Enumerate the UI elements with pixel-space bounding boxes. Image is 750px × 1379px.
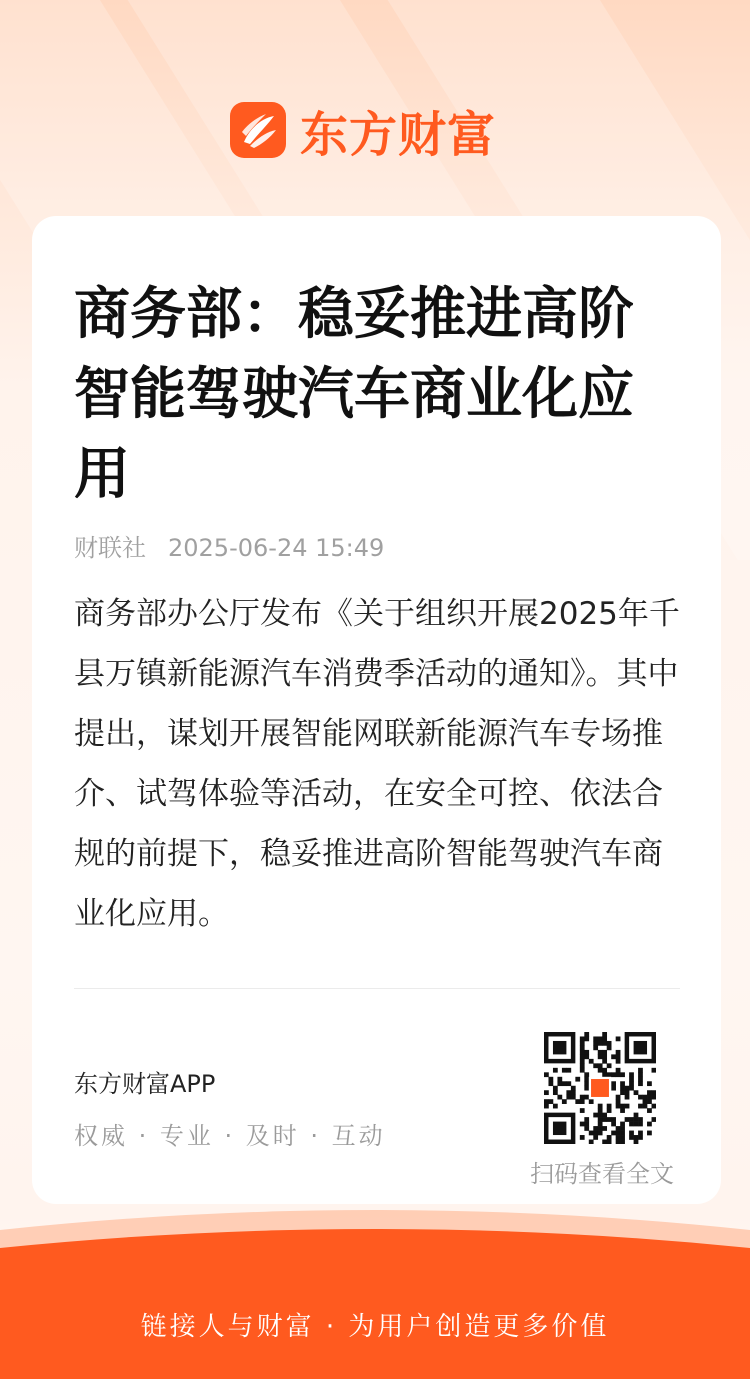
article-body: 商务部办公厅发布《关于组织开展2025年千县万镇新能源汽车消费季活动的通知》。其中提出，谋划开展智能网联新能源汽车专场推介、试驾体验等活动，在安全可控、依法合规的前提下，稳妥推进高阶智能驾驶汽车商业化应用。: [74, 596, 680, 932]
brand-logo: [230, 100, 497, 163]
app-name: 东方财富APP: [74, 1070, 216, 1098]
qr-caption: 扫码查看全文: [530, 1160, 674, 1188]
article-title: 商务部：稳妥推进高阶智能驾驶汽车商业化应用: [74, 281, 634, 507]
article-card: [32, 216, 721, 1204]
footer-slogan: 链接人与财富 · 为用户创造更多价值: [140, 1312, 610, 1342]
eastmoney-logo-icon: [230, 102, 286, 158]
qr-code-icon[interactable]: [544, 1032, 656, 1144]
article-source: 财联社: [74, 534, 146, 562]
divider: [74, 988, 680, 989]
footer-banner: [0, 1200, 750, 1379]
app-slogan: 权威 · 专业 · 及时 · 互动: [74, 1122, 386, 1150]
article-meta: [74, 528, 384, 563]
article-datetime: 2025-06-24 15:49: [168, 534, 385, 562]
brand-name: 东方财富: [300, 106, 497, 163]
